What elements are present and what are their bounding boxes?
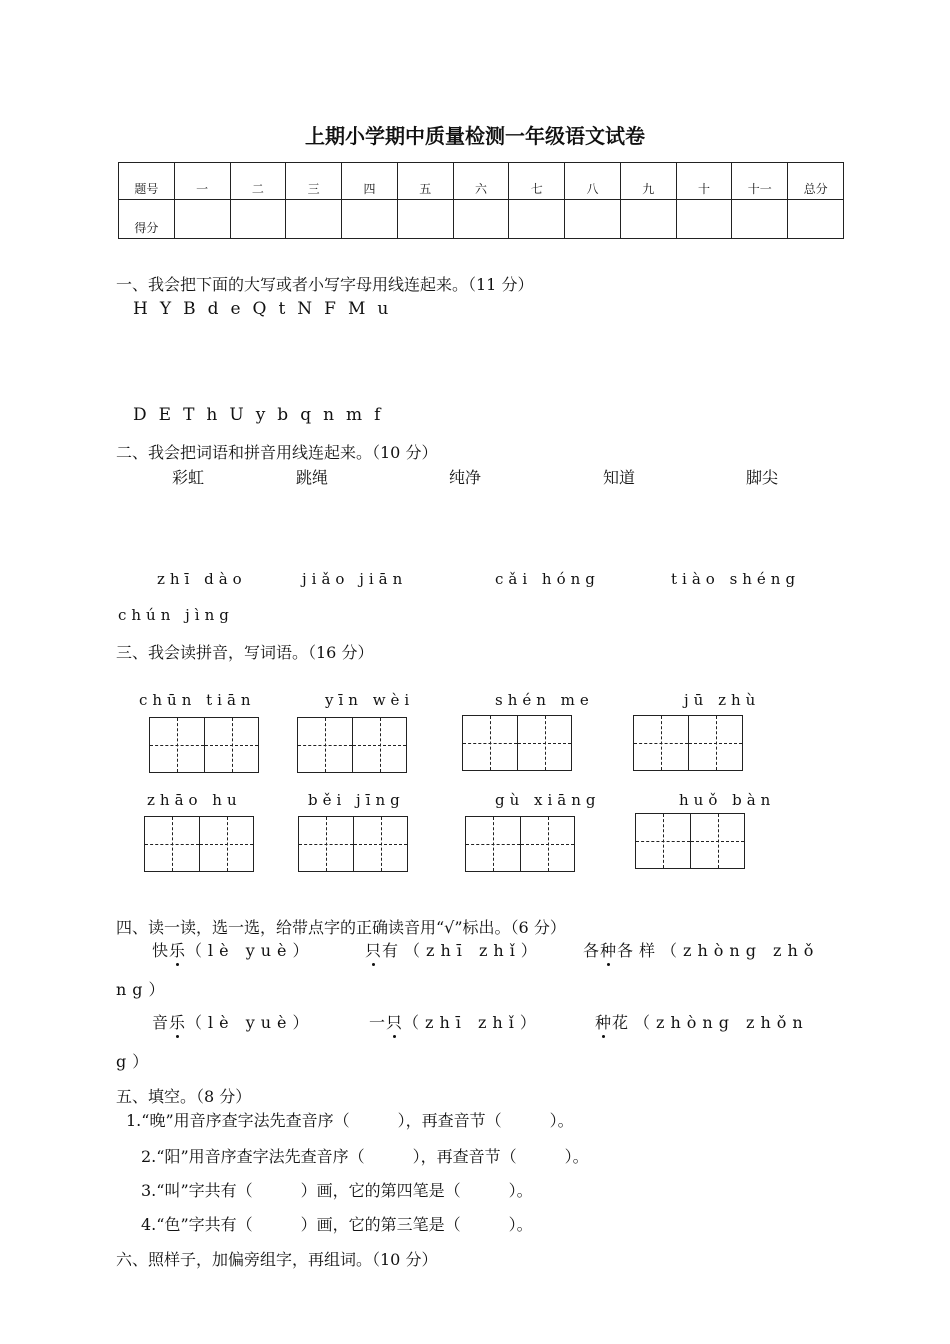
q3-pinyin: huǒ bàn (679, 791, 776, 809)
q4-heading: 四、读一读，选一选，给带点字的正确读音用“√”标出。（6 分） (116, 918, 566, 937)
letter: D (133, 405, 147, 425)
q2-pinyin: jiǎo jiān (302, 570, 408, 588)
writing-grid[interactable] (149, 717, 259, 773)
score-header-cell: 四 (342, 163, 398, 200)
letter: b (277, 405, 289, 425)
score-header-cell: 三 (286, 163, 342, 200)
pinyin-options[interactable]: （lè yuè） (186, 1013, 315, 1032)
letter: Q (252, 299, 267, 319)
score-cell[interactable] (174, 200, 230, 239)
dotted-char: 乐 (169, 1013, 187, 1032)
score-header-cell: 总分 (788, 163, 844, 200)
letter: T (183, 405, 195, 425)
letter: e (230, 299, 241, 319)
q4-item-yinyue (152, 1010, 315, 1033)
q2-pinyin: zhī dào (157, 570, 247, 588)
grid-cell[interactable] (204, 718, 258, 772)
letter: M (347, 299, 366, 319)
q2-word: 纯净 (449, 468, 482, 487)
q3-pinyin: shén me (495, 691, 594, 709)
grid-cell[interactable] (299, 817, 353, 871)
writing-grid[interactable] (633, 715, 743, 771)
q2-heading: 二、我会把词语和拼音用线连起来。（10 分） (116, 443, 438, 462)
score-cell[interactable] (509, 200, 565, 239)
q4-item-zhiyou (365, 938, 543, 961)
score-cell[interactable] (565, 200, 621, 239)
grid-cell[interactable] (688, 716, 742, 770)
score-header-cell: 二 (230, 163, 286, 200)
q3-pinyin: gù xiāng (495, 791, 601, 809)
score-table (118, 162, 844, 239)
q5-item: 3.“叫”字共有（ ）画，它的第四笔是（ ）。 (141, 1181, 533, 1200)
score-header-cell: 十 (676, 163, 732, 200)
grid-cell[interactable] (520, 817, 574, 871)
grid-cell[interactable] (466, 817, 520, 871)
word-char: 一 (369, 1013, 387, 1032)
score-header-cell: 十一 (732, 163, 788, 200)
dotted-char: 种 (595, 1013, 613, 1032)
letter: t (278, 299, 286, 319)
letter: y (255, 405, 266, 425)
q3-pinyin: zhāo hu (147, 791, 242, 809)
dotted-char: 种 (600, 941, 618, 960)
q5-item: 4.“色”字共有（ ）画，它的第三笔是（ ）。 (141, 1215, 533, 1234)
score-header-cell: 题号 (119, 163, 175, 200)
score-header-cell: 六 (453, 163, 509, 200)
q2-word: 脚尖 (746, 468, 779, 487)
score-cell[interactable] (230, 200, 286, 239)
dotted-char: 乐 (169, 941, 187, 960)
q2-pinyin: cǎi hóng (495, 570, 600, 588)
letter: B (183, 299, 196, 319)
writing-grid[interactable] (635, 813, 745, 869)
score-header-cell: 五 (397, 163, 453, 200)
score-row (119, 200, 844, 239)
q3-pinyin: chūn tiān (139, 691, 256, 709)
q1-top-letters (133, 299, 400, 319)
letter: N (297, 299, 313, 319)
word-char: 各 (583, 941, 601, 960)
score-header-row (119, 163, 844, 200)
letter: u (377, 299, 389, 319)
grid-cell[interactable] (150, 718, 204, 772)
grid-cell[interactable] (517, 716, 571, 770)
q4-item-zhonghua (595, 1010, 809, 1033)
q1-bottom-letters (133, 405, 392, 425)
q6-heading: 六、照样子，加偏旁组字，再组词。（10 分） (116, 1250, 438, 1269)
word-char: 快 (152, 941, 170, 960)
q4-item-yizhi (369, 1010, 542, 1033)
q5-item: 1.“晚”用音序查字法先查音序（ ），再查音节（ ）。 (126, 1111, 574, 1130)
letter: q (300, 405, 312, 425)
letter: d (207, 299, 219, 319)
grid-cell[interactable] (636, 814, 690, 868)
pinyin-options[interactable]: 各样（zhòng zhǒ (617, 941, 820, 960)
grid-cell[interactable] (463, 716, 517, 770)
score-cell[interactable] (453, 200, 509, 239)
grid-cell[interactable] (634, 716, 688, 770)
score-cell[interactable] (286, 200, 342, 239)
writing-grid[interactable] (465, 816, 575, 872)
q3-pinyin: yīn wèi (325, 691, 415, 709)
q4-wrap: g） (116, 1052, 155, 1071)
writing-grid[interactable] (144, 816, 254, 872)
q5-heading: 五、填空。（8 分） (116, 1087, 252, 1106)
page-title: 上期小学期中质量检测一年级语文试卷 (305, 124, 645, 148)
pinyin-options[interactable]: （zhī zhǐ） (403, 1013, 542, 1032)
score-header-cell: 七 (509, 163, 565, 200)
pinyin-options[interactable]: 花（zhòng zhǒn (612, 1013, 809, 1032)
score-cell[interactable] (732, 200, 788, 239)
q2-pinyin: chún jìng (118, 606, 234, 624)
grid-cell[interactable] (690, 814, 744, 868)
grid-cell[interactable] (353, 817, 407, 871)
q5-item: 2.“阳”用音序查字法先查音序（ ），再查音节（ ）。 (141, 1147, 589, 1166)
letter: h (206, 405, 218, 425)
q2-pinyin: tiào shéng (671, 570, 801, 588)
letter: F (324, 299, 336, 319)
word-char: 音 (152, 1013, 170, 1032)
letter: U (229, 405, 244, 425)
q2-word: 跳绳 (296, 468, 329, 487)
writing-grid[interactable] (462, 715, 572, 771)
score-row-label: 得分 (119, 200, 175, 239)
letter: H (133, 299, 148, 319)
grid-cell[interactable] (352, 718, 406, 772)
score-cell[interactable] (397, 200, 453, 239)
letter: f (374, 405, 381, 425)
q3-pinyin: běi jīng (308, 791, 405, 809)
score-cell[interactable] (788, 200, 844, 239)
grid-cell[interactable] (298, 718, 352, 772)
q2-word: 知道 (603, 468, 636, 487)
pinyin-options[interactable]: （lè yuè） (186, 941, 315, 960)
q4-item-gezhong (583, 938, 819, 961)
letter: E (158, 405, 172, 425)
grid-cell[interactable] (199, 817, 253, 871)
score-cell[interactable] (342, 200, 398, 239)
writing-grid[interactable] (298, 816, 408, 872)
q4-item-kuaile (152, 938, 315, 961)
score-header-cell: 八 (565, 163, 621, 200)
writing-grid[interactable] (297, 717, 407, 773)
letter: n (323, 405, 335, 425)
dotted-char: 只 (386, 1013, 404, 1032)
letter: m (346, 405, 363, 425)
score-header-cell: 九 (620, 163, 676, 200)
score-cell[interactable] (620, 200, 676, 239)
score-header-cell: 一 (174, 163, 230, 200)
grid-cell[interactable] (145, 817, 199, 871)
score-cell[interactable] (676, 200, 732, 239)
pinyin-options[interactable]: 有（zhī zhǐ） (382, 941, 543, 960)
q4-wrap: ng） (116, 980, 171, 999)
q1-heading: 一、我会把下面的大写或者小写字母用线连起来。（11 分） (116, 275, 534, 294)
q2-word: 彩虹 (172, 468, 205, 487)
letter: Y (159, 299, 172, 319)
q3-pinyin: jū zhù (684, 691, 761, 709)
dotted-char: 只 (365, 941, 383, 960)
q3-heading: 三、我会读拼音，写词语。（16 分） (116, 643, 374, 662)
